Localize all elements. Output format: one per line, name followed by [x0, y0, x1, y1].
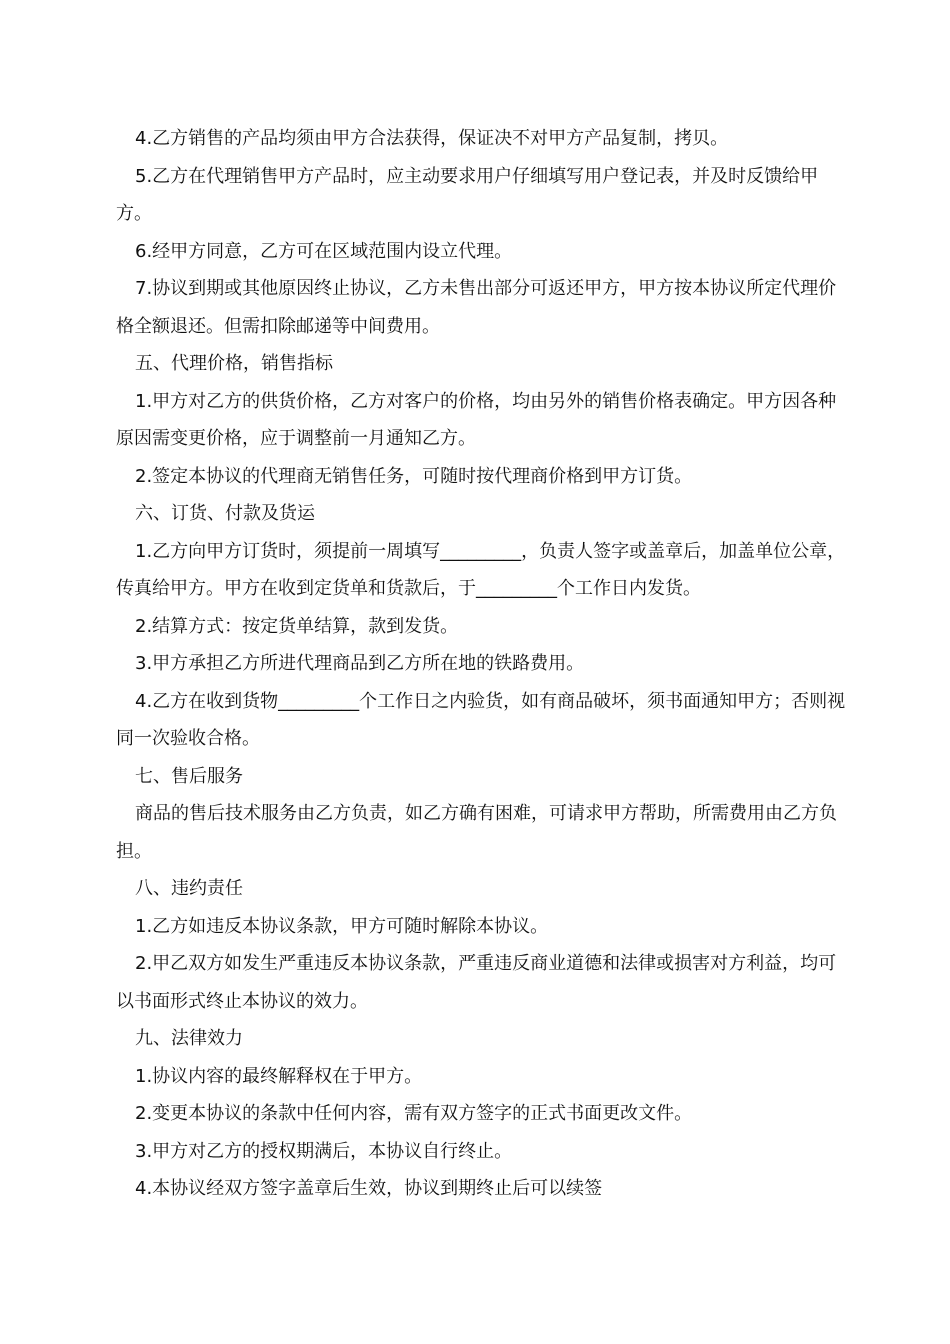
clause-6-sub-agents: 6.经甲方同意，乙方可在区域范围内设立代理。: [135, 240, 513, 262]
clause-after-sales: 商品的售后技术服务由乙方负责，如乙方确有困难，可请求甲方帮助，所需费用由乙方负担。: [116, 803, 837, 862]
document-body: [116, 120, 848, 1208]
clause-legal-3: 3.甲方对乙方的授权期满后，本协议自行终止。: [135, 1140, 513, 1162]
clause-breach-2: 2.甲乙双方如发生严重违反本协议条款，严重违反商业道德和法律或损害对方利益，均可以书面形式终止本协议的效力。: [116, 953, 837, 1012]
clause-legal-1: 1.协议内容的最终解释权在于甲方。: [135, 1065, 423, 1087]
clause-ordering-3: 3.甲方承担乙方所进代理商品到乙方所在地的铁路费用。: [135, 653, 585, 674]
clause-legal-2: 2.变更本协议的条款中任何内容，需有双方签字的正式书面更改文件。: [135, 1103, 693, 1124]
clause-ordering-2: 2.结算方式：按定货单结算，款到发货。: [135, 615, 459, 637]
clause-pricing-2: 2.签定本协议的代理商无销售任务，可随时按代理商价格到甲方订货。: [135, 465, 693, 487]
section-heading-ordering: 六、订货、付款及货运: [135, 503, 315, 524]
clause-pricing-1: 1.甲方对乙方的供货价格，乙方对客户的价格，均由另外的销售价格表确定。甲方因各种原因需变更价格，应于调整前一月通知乙方。: [116, 390, 837, 449]
section-heading-breach: 八、违约责任: [135, 878, 243, 899]
clause-breach-1: 1.乙方如违反本协议条款，甲方可随时解除本协议。: [135, 915, 549, 937]
clause-legal-4: 4.本协议经双方签字盖章后生效，协议到期终止后可以续签: [135, 1178, 603, 1199]
section-heading-after-sales: 七、售后服务: [135, 765, 243, 787]
section-heading-pricing: 五、代理价格，销售指标: [135, 353, 333, 374]
clause-5-user-registration: 5.乙方在代理销售甲方产品时，应主动要求用户仔细填写用户登记表，并及时反馈给甲方。: [116, 165, 819, 224]
clause-7-termination-refund: 7.协议到期或其他原因终止协议，乙方未售出部分可返还甲方，甲方按本协议所定代理价格全额退还。但需扣除邮递等中间费用。: [116, 278, 837, 337]
section-heading-legal-effect: 九、法律效力: [135, 1028, 243, 1049]
clause-ordering-1: 1.乙方向甲方订货时，须提前一周填写_________，负责人签字或盖章后，加盖单位公章，传真给甲方。甲方在收到定货单和货款后，于_________个工作日内发货。: [116, 540, 846, 599]
clause-ordering-4: 4.乙方在收到货物_________个工作日之内验货，如有商品破坏，须书面通知甲方；否则视同一次验收合格。: [116, 690, 846, 749]
clause-4-product-source: 4.乙方销售的产品均须由甲方合法获得，保证决不对甲方产品复制，拷贝。: [135, 128, 729, 149]
